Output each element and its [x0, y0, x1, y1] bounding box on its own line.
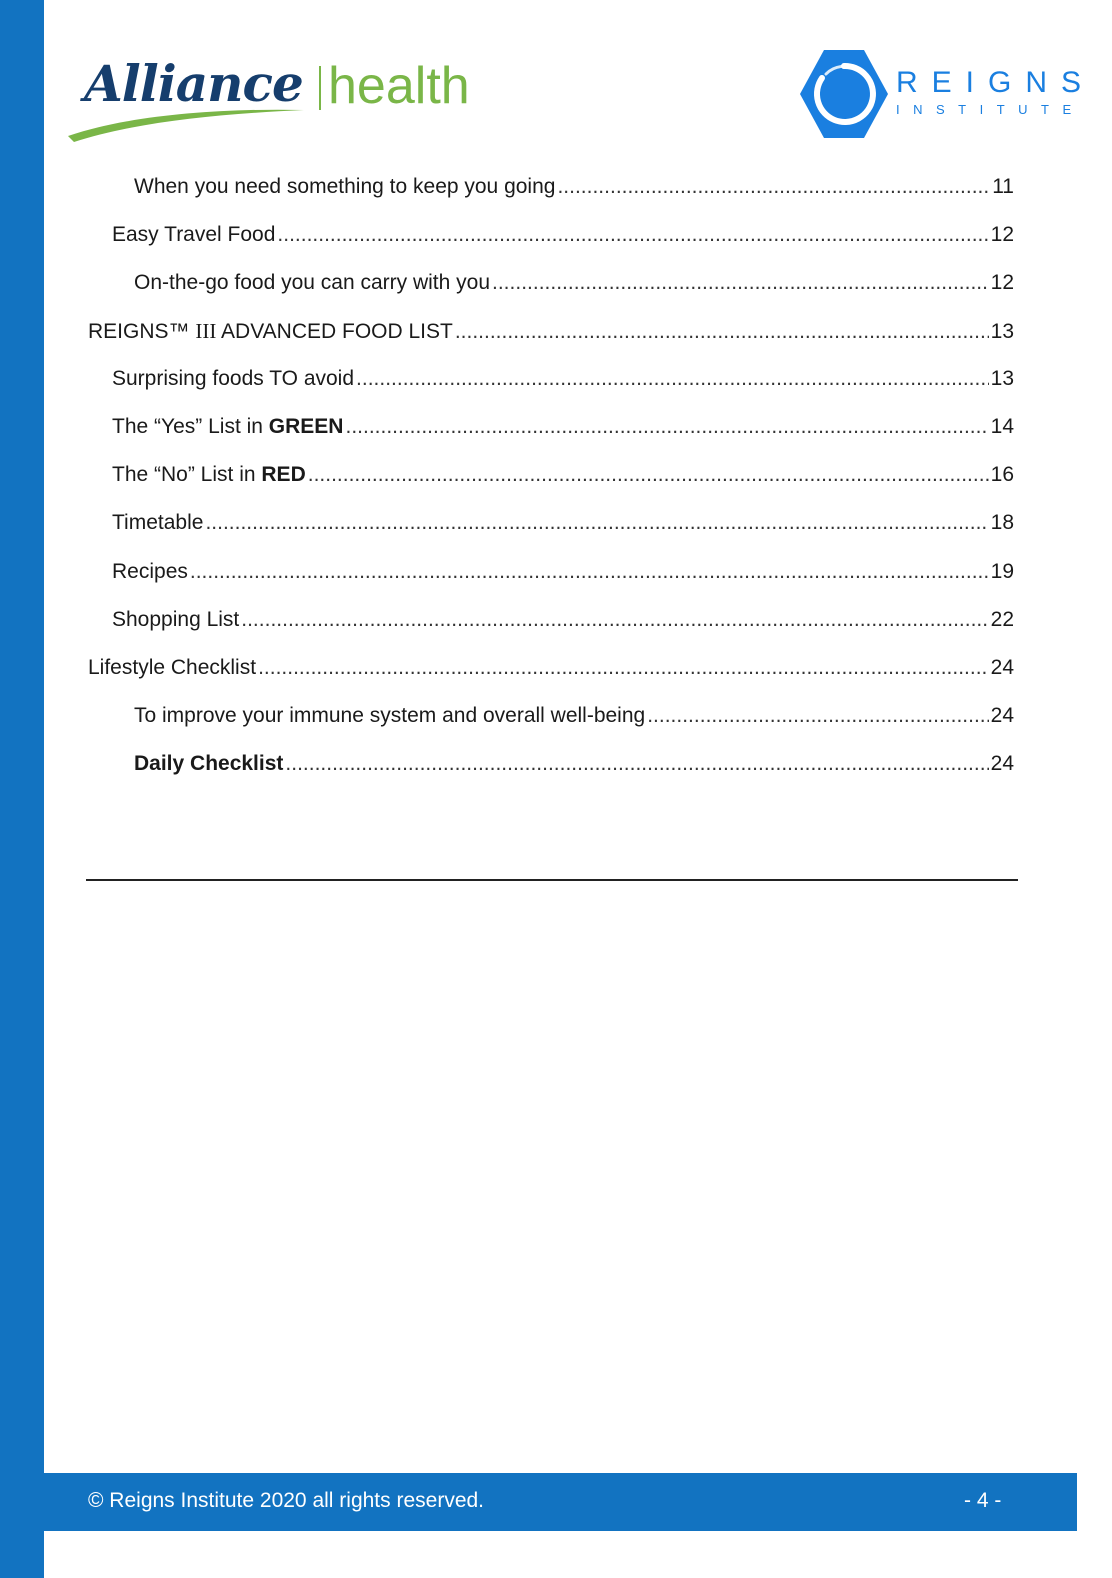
reigns-institute-logo: [796, 46, 1096, 146]
toc-dot-leader: [492, 265, 989, 301]
toc-entry-title: Easy Travel Food: [112, 223, 276, 246]
toc-title-suffix: ADVANCED FOOD LIST: [216, 320, 453, 343]
toc-entry-title: [88, 313, 453, 350]
toc-entry-title: Surprising foods TO avoid: [112, 367, 355, 390]
toc-entry-title: When you need something to keep you going: [134, 175, 556, 198]
toc-title-bold: GREEN: [268, 415, 344, 438]
toc-entry[interactable]: [112, 554, 1014, 590]
footer-page-number: - 4 -: [964, 1489, 1002, 1512]
toc-entry-page: 24: [990, 656, 1014, 679]
toc-dot-leader: [356, 361, 989, 397]
toc-entry-title: Recipes: [112, 560, 188, 583]
toc-entry-page: 18: [990, 511, 1014, 534]
toc-entry-title: [134, 746, 283, 782]
toc-entry-page: 22: [990, 608, 1014, 631]
reigns-hexagon-icon: [796, 46, 892, 142]
toc-dot-leader: [308, 457, 989, 493]
toc-title-prefix: REIGNS™: [88, 320, 196, 343]
toc-entry-page: 24: [990, 752, 1014, 775]
toc-dot-leader: [345, 409, 988, 445]
toc-entry-title: Shopping List: [112, 608, 240, 631]
toc-entry-page: 13: [990, 367, 1014, 390]
logo-separator: [319, 66, 321, 110]
toc-entry-title: To improve your immune system and overall well-being: [134, 704, 646, 727]
toc-entry-title: On-the-go food you can carry with you: [134, 271, 491, 294]
toc-dot-leader: [285, 746, 988, 782]
alliance-health-logo: [66, 52, 486, 144]
toc-entry-page: 14: [990, 415, 1014, 438]
toc-entry[interactable]: [112, 505, 1014, 541]
toc-entry[interactable]: [88, 650, 1014, 686]
toc-entry[interactable]: [112, 457, 1014, 493]
toc-entry-page: 19: [990, 560, 1014, 583]
toc-entry[interactable]: [112, 361, 1014, 397]
toc-entry-title: [112, 457, 306, 493]
reigns-name-text: REIGNS: [896, 66, 1096, 99]
toc-title-prefix: The “Yes” List in: [112, 415, 269, 438]
health-brand-text: health: [328, 57, 470, 115]
page-footer: [44, 1473, 1077, 1531]
toc-entry[interactable]: [134, 169, 1014, 205]
toc-dot-leader: [277, 217, 988, 253]
toc-title-numeral: III: [195, 319, 217, 343]
toc-title-bold: RED: [261, 463, 306, 486]
toc-entry-title: [112, 409, 343, 445]
toc-entry-title: Lifestyle Checklist: [88, 656, 257, 679]
toc-title-prefix: The “No” List in: [112, 463, 262, 486]
toc-entry-page: 13: [990, 320, 1014, 343]
toc-entry[interactable]: [134, 265, 1014, 301]
toc-dot-leader: [190, 554, 989, 590]
toc-entry-page: 12: [990, 223, 1014, 246]
toc-entry[interactable]: [112, 602, 1014, 638]
toc-entry[interactable]: [134, 698, 1014, 734]
toc-dot-leader: [647, 698, 988, 734]
toc-dot-leader: [557, 169, 990, 205]
toc-dot-leader: [455, 314, 989, 350]
left-accent-bar: [0, 0, 44, 1578]
toc-entry-page: 24: [990, 704, 1014, 727]
toc-entry-title: Timetable: [112, 511, 204, 534]
toc-entry[interactable]: [112, 217, 1014, 253]
toc-entry[interactable]: [112, 409, 1014, 445]
footer-copyright: © Reigns Institute 2020 all rights reserved.: [88, 1489, 485, 1512]
toc-entry-page: 12: [990, 271, 1014, 294]
alliance-brand-text: Alliance: [84, 54, 303, 113]
toc-dot-leader: [205, 505, 988, 541]
toc-entry[interactable]: [88, 313, 1014, 349]
toc-entry[interactable]: [134, 746, 1014, 782]
toc-dot-leader: [258, 650, 989, 686]
toc-dot-leader: [241, 602, 988, 638]
toc-title-bold: Daily Checklist: [134, 752, 284, 775]
toc-entry-page: 16: [990, 463, 1014, 486]
section-divider: [86, 879, 1018, 881]
toc-entry-page: 11: [992, 175, 1014, 198]
reigns-subtitle-text: INSTITUTE: [896, 102, 1085, 117]
